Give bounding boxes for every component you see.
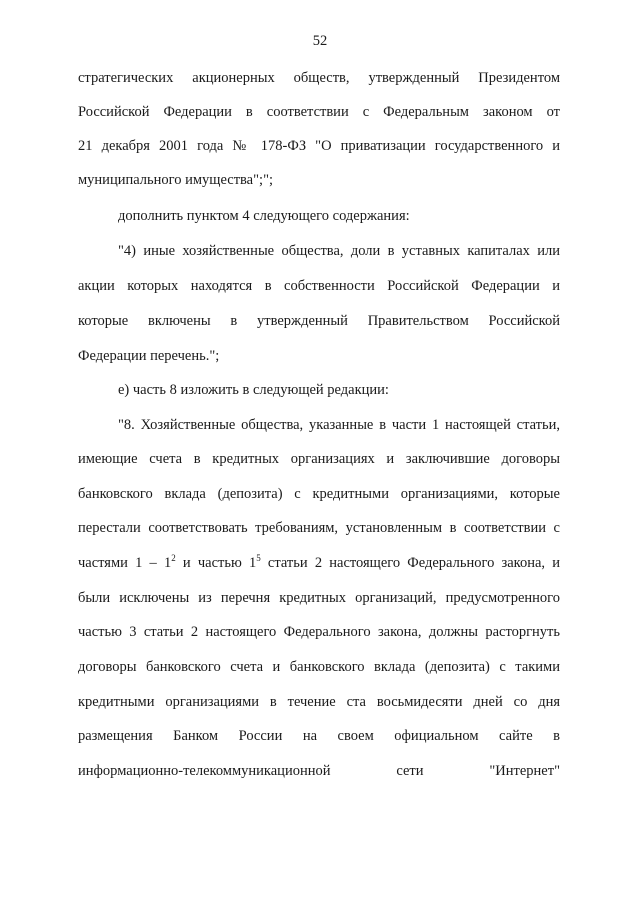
superscript: 2 <box>171 553 176 563</box>
line-segment: частями 1 – 1 <box>78 555 172 571</box>
line-segment: и частью 1 <box>175 555 257 571</box>
page-number: 52 <box>312 33 328 49</box>
text-line: имеющие счета в кредитных организациях и заключившие договоры <box>78 451 560 467</box>
text-line: акции которых находятся в собственности Российской Федерации и <box>78 278 560 294</box>
line-segment: статьи 2 настоящего Федерального закона, и <box>260 555 560 571</box>
text-line: размещения Банком России на своем официальном сайте в <box>78 728 560 744</box>
text-line: перестали соответствовать требованиям, установленным в соответствии с <box>78 520 560 536</box>
text-line: информационно-телекоммуникационной сети "Интернет" <box>78 763 560 779</box>
text-line: Федерации перечень."; <box>78 348 220 364</box>
text-line: частью 3 статьи 2 настоящего Федерального закона, должны расторгнуть <box>78 624 560 640</box>
text-line: муниципального имущества";"; <box>78 172 274 188</box>
paragraph-start: е) часть 8 изложить в следующей редакции: <box>118 382 389 398</box>
paragraph-start: дополнить пунктом 4 следующего содержания: <box>118 208 410 224</box>
text-line-with-superscripts <box>78 553 560 573</box>
text-line: банковского вклада (депозита) с кредитными организациями, которые <box>78 486 560 502</box>
text-line: 21 декабря 2001 года № 178-ФЗ "О приватизации государственного и <box>78 138 560 154</box>
paragraph-start: "8. Хозяйственные общества, указанные в части 1 настоящей статьи, <box>118 417 560 433</box>
text-line: кредитными организациями в течение ста восьмидесяти дней со дня <box>78 694 560 710</box>
text-line: были исключены из перечня кредитных организаций, предусмотренного <box>78 590 560 606</box>
text-line: стратегических акционерных обществ, утвержденный Президентом <box>78 70 560 86</box>
paragraph-start: "4) иные хозяйственные общества, доли в уставных капиталах или <box>118 243 560 259</box>
text-line: Российской Федерации в соответствии с Федеральным законом от <box>78 104 560 120</box>
text-line: договоры банковского счета и банковского вклада (депозита) с такими <box>78 659 560 675</box>
text-line: которые включены в утвержденный Правительством Российской <box>78 313 560 329</box>
superscript: 5 <box>256 553 261 563</box>
